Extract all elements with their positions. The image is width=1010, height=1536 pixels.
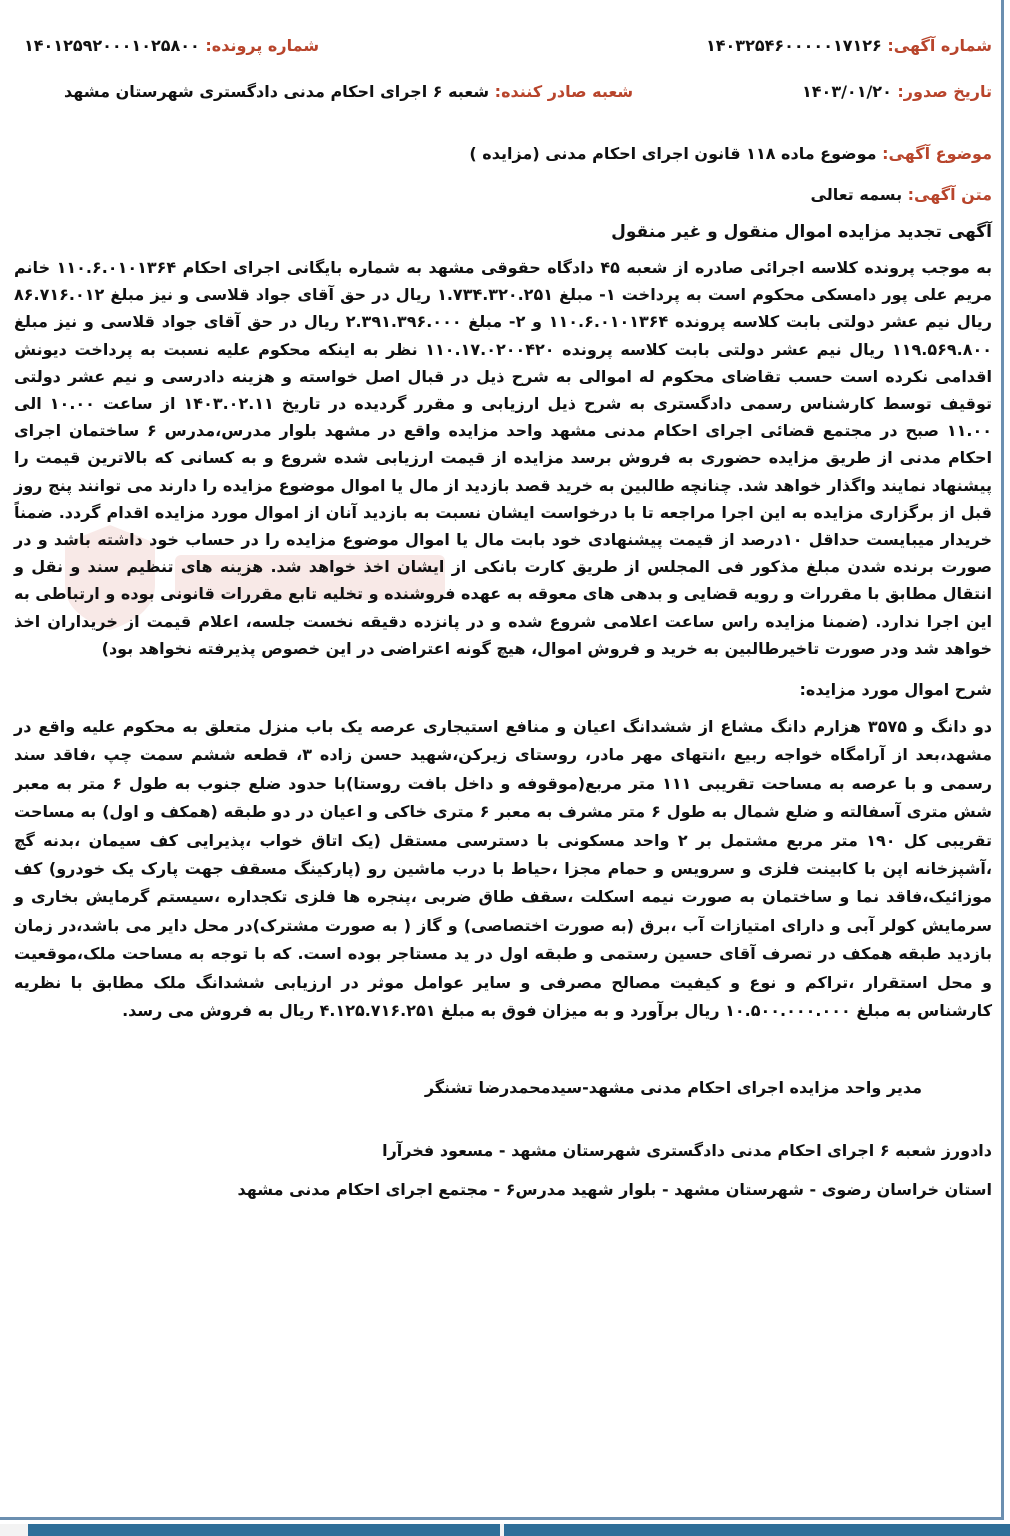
issuing-branch-value: شعبه ۶ اجرای احکام مدنی دادگستری شهرستان مشهد xyxy=(64,82,490,101)
case-number xyxy=(14,36,319,55)
case-number-value: ۱۴۰۱۲۵۹۲۰۰۰۱۰۲۵۸۰۰ xyxy=(24,36,200,55)
meta-row-date-branch xyxy=(14,82,992,122)
footer-address: استان خراسان رضوی - شهرستان مشهد - بلوار شهید مدرس۶ - مجتمع اجرای احکام مدنی مشهد xyxy=(237,1179,992,1199)
notice-title: آگهی تجدید مزایده اموال منقول و غیر منقول xyxy=(611,222,992,242)
footer-judge: دادورز شعبه ۶ اجرای احکام مدنی دادگستری شهرستان مشهد - مسعود فخرآرا xyxy=(382,1140,992,1160)
notice-text-opening: بسمه تعالی xyxy=(810,185,903,204)
case-number-label: شماره پرونده: xyxy=(205,36,320,55)
issue-date-label: تاریخ صدور: xyxy=(897,82,992,101)
notice-subject-value: موضوع ماده ۱۱۸ قانون اجرای احکام مدنی (مزایده ) xyxy=(469,144,877,163)
issue-date-value: ۱۴۰۳/۰۱/۲۰ xyxy=(802,82,892,101)
property-description: دو دانگ و ۳۵۷۵ هزارم دانگ مشاع از ششدانگ اعیان و منافع استیجاری عرصه یک باب منزل متعلق به محکوم علیه واقع در مشهد،بعد از آرامگاه خواجه ربیع ،انتهای مهر مادر، روستای زیرکن،شهید حسن زاده ۳، قطعه ششم سمت چپ ،فاقد سند رسمی و با عرصه به مساحت تقریبی ۱۱۱ متر مربع(موقوفه و داخل بافت روستا)با حدود ضلع جنوب به طول ۶ متر به معبر شش متری آسفالته و ضلع شمال به طول ۶ متر مشرف به معبر ۶ متری خاکی و اعیان در دو طبقه (همکف و اول) به مساحت تقریبی کل ۱۹۰ متر مربع مشتمل بر ۲ واحد مسکونی با دسترسی مستقل (یک اتاق خواب ،پذیرایی کف سیمان ،بدنه گچ ،آشپزخانه اپن با کابینت فلزی و سرویس و حمام مجزا ،حیاط با درب ماشین رو (پارکینگ مسقف جهت پارک یک خودرو) کف موزائیک،فاقد نما و ساختمان به صورت نیمه اسکلت ،سقف طاق ضربی ،پنجره ها فلزی تکجداره ،سیستم گرمایش بخاری و سرمایش کولر آبی و دارای امتیازات آب ،برق (به صورت اختصاصی) و گاز ( به صورت مشترک)در محل دایر می باشد،در زمان بازدید طبقه همکف در تصرف آقای حسین رستمی و طبقه اول در ید مستاجر بوده است. که با توجه به مساحت ملک،موقعیت و محل استقرار ،تراکم و نوع و کیفیت مصالح مصرفی و سایر عوامل موثر در ارزیابی ششدانگ ملک مطابق با نظریه کارشناس به مبلغ ۱۰.۵۰۰.۰۰۰.۰۰۰ ریال برآورد و به میزان فوق به مبلغ ۴.۱۲۵.۷۱۶.۲۵۱ ریال به فروش می رسد. xyxy=(14,717,993,1021)
notice-subject-label: موضوع آگهی: xyxy=(882,144,992,163)
notice-body: به موجب پرونده کلاسه اجرائی صادره از شعبه ۴۵ دادگاه حقوقی مشهد به شماره بایگانی اجرای احکام ۱۱۰.۶.۰۱۰۱۳۶۴ خانم مریم علی پور دامسکی محکوم است به پرداخت ۱- مبلغ ۱.۷۳۴.۳۲۰.۲۵۱ ریال در حق آقای جواد قلاسی و نیز مبلغ ۸۶.۷۱۶.۰۱۲ ریال نیم عشر دولتی بابت کلاسه پرونده ۱۱۰.۶.۰۱۰۱۳۶۴ و ۲- مبلغ ۲.۳۹۱.۳۹۶.۰۰۰ ریال در حق آقای جواد قلاسی و نیز مبلغ ۱۱۹.۵۶۹.۸۰۰ ریال نیم عشر دولتی بابت کلاسه پرونده ۱۱۰.۱۷.۰۲۰۰۴۲۰ نظر به اینکه محکوم علیه نسبت به پرداخت دیونش اقدامی نکرده است حسب تقاضای محکوم له اموالی به شرح ذیل در قبال اصل خواسته و هزینه دادرسی و نیم عشر دولتی توقیف توسط کارشناس رسمی دادگستری به شرح ذیل ارزیابی و مقرر گردیده در تاریخ ۱۴۰۳.۰۲.۱۱ از ساعت ۱۰.۰۰ الی ۱۱.۰۰ صبح در مجتمع قضائی اجرای احکام مدنی مشهد واحد مزایده واقع در مشهد بلوار مدرس،مدرس ۶ ساختمان اجرای احکام مدنی از طریق مزایده حضوری به فروش برسد مزایده از قیمت ارزیابی شده شروع و به کسانی که بالاترین قیمت را پیشنهاد نمایند واگذار خواهد شد. چنانچه طالبین به خرید قصد بازدید از مال یا اموال موضوع مزایده را دارند می توانند پنج روز قبل از برگزاری مزایده به این اجرا مراجعه تا با درخواست ایشان نسبت به بازدید آنان از اموال مورد مزایده اقدام گردد. ضمناً خریدار میبایست حداقل ۱۰درصد از قیمت پیشنهادی خود بابت مال یا اموال موضوع مزایده را در حساب خود داشته باشد و در صورت برنده شدن مبلغ مذکور فی المجلس از طریق کارت بانکی از ایشان اخذ خواهد شد. هزینه های تنظیم سند و نقل و انتقال مطابق با مقررات و رویه قضایی و بدهی های معوقه به عهده فروشنده و تخلیه تابع مقررات قانونی بوده و ارتباطی به این اجرا ندارد. (ضمنا مزایده راس ساعت اعلامی شروع شده و در پانزده دقیقه نخست جلسه، اعلام قیمت از خریداران اخذ خواهد شد ودر صورت تاخیرطالبین به خرید و فروش اموال، هیچ گونه اعتراضی در این خصوص پذیرفته نخواهد بود) xyxy=(14,258,993,658)
notice-text-label: متن آگهی: xyxy=(907,185,992,204)
meta-row-numbers xyxy=(14,36,992,76)
bottom-bar-segment xyxy=(0,1524,28,1536)
bottom-bar-divider xyxy=(500,1524,504,1536)
notice-subject xyxy=(14,144,992,163)
bottom-bar xyxy=(0,1524,1010,1536)
issuing-branch-label: شعبه صادر کننده: xyxy=(494,82,634,101)
notice-number xyxy=(706,36,992,55)
notice-number-label: شماره آگهی: xyxy=(887,36,992,55)
property-section-title: شرح اموال مورد مزایده: xyxy=(799,680,992,700)
issuing-branch xyxy=(14,82,633,101)
notice-text-field xyxy=(14,185,992,204)
issue-date xyxy=(802,82,992,101)
notice-number-value: ۱۴۰۳۲۵۴۶۰۰۰۰۰۱۷۱۲۶ xyxy=(706,36,882,55)
notice-document xyxy=(14,36,992,1199)
signature: مدیر واحد مزایده اجرای احکام مدنی مشهد-سیدمحمدرضا تشنگر xyxy=(424,1077,922,1097)
